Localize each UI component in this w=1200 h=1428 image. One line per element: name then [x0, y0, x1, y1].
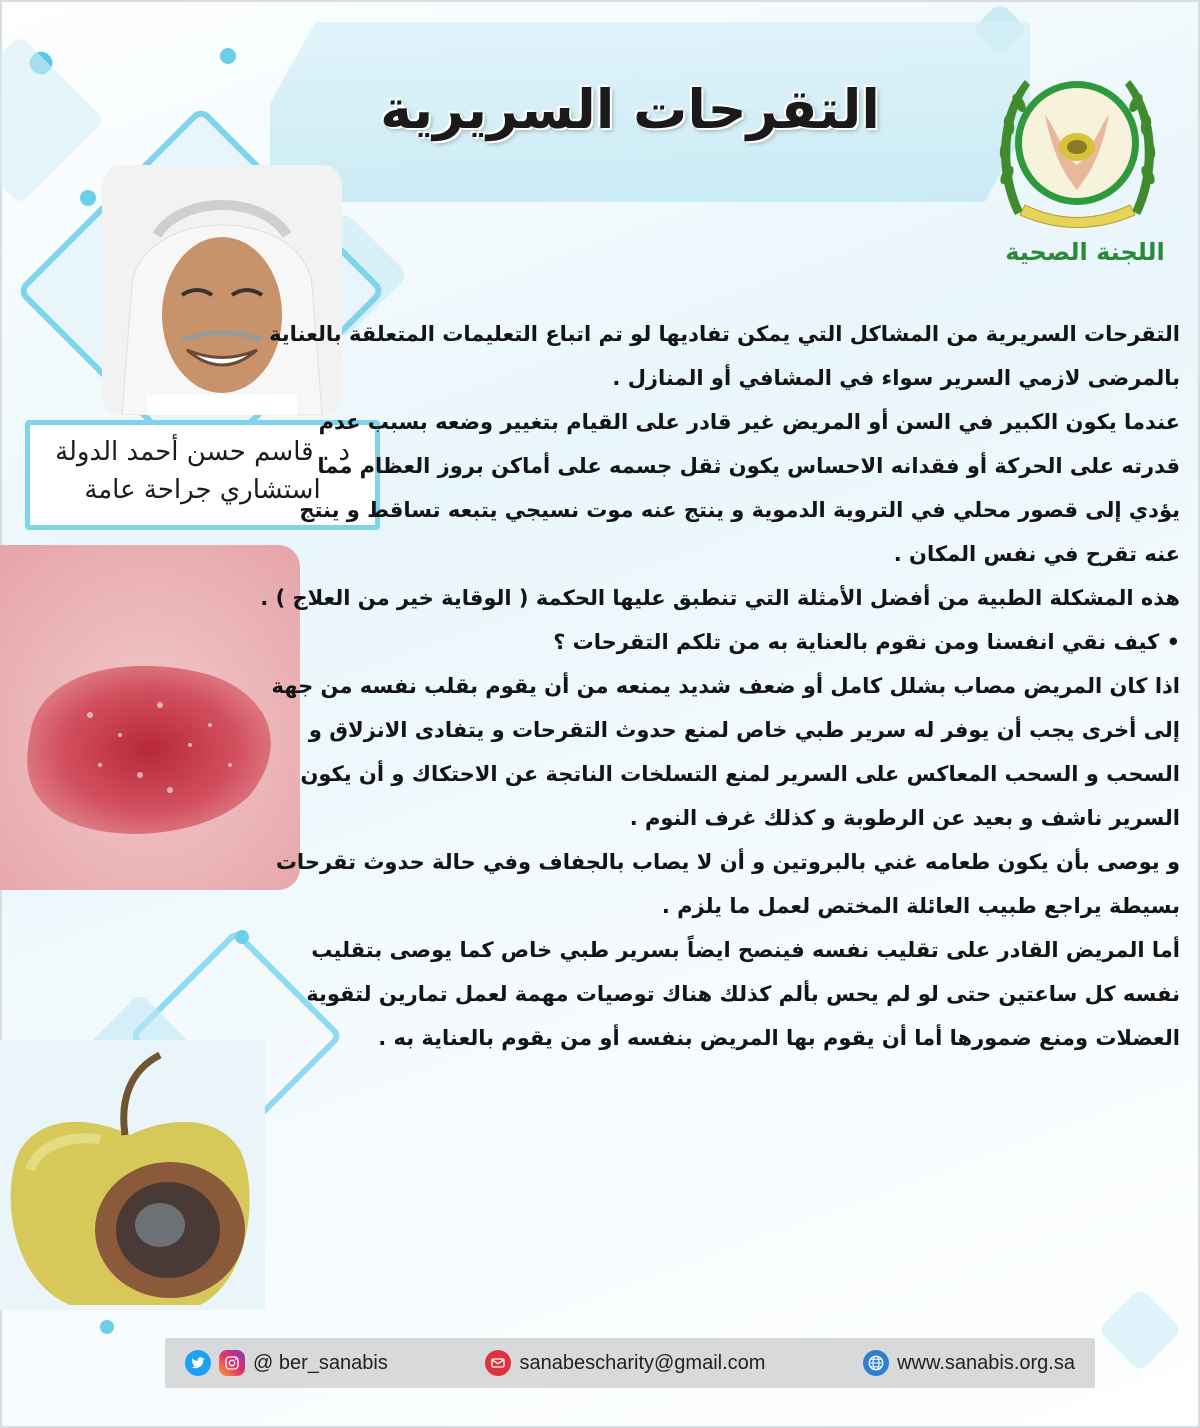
article-body: [260, 312, 1180, 1060]
paragraph-intro: التقرحات السريرية من المشاكل التي يمكن تفاديها لو تم اتباع التعليمات المتعلقة بالعناية بالمرضى لازمي السرير سواء في المشافي أو المنازل .: [269, 322, 1180, 390]
author-name: د . قاسم حسن أحمد الدولة: [55, 437, 350, 467]
page-title: التقرحات السريرية: [380, 78, 880, 141]
paragraph-prevention: هذه المشكلة الطبية من أفضل الأمثلة التي تنطبق عليها الحكمة ( الوقاية خير من العلاج ) .: [260, 586, 1180, 610]
wound-photo: [0, 545, 300, 890]
globe-icon: [863, 1350, 889, 1376]
social-handle: @ ber_sanabis: [253, 1351, 388, 1374]
committee-name: اللجنة الصحية: [1005, 238, 1165, 266]
charity-logo: [985, 55, 1170, 240]
paragraph-nutrition: و يوصى بأن يكون طعامه غني بالبروتين و أن لا يصاب بالجفاف وفي حالة حدوث تقرحات بسيطة يراجع طبيب العائلة المختص لعمل ما يلزم .: [275, 850, 1180, 918]
website-url: www.sanabis.org.sa: [897, 1351, 1075, 1374]
paragraph-cause: عندما يكون الكبير في السن أو المريض غير قادر على القيام بتغيير وضعه بسبب عدم قدرته على الحركة أو فقدانه الاحساس يكون ثقل جسمه على أماكن بروز العظام مما يؤدي إلى قصور محلي في التروية الدموية و ينتج عنه موت نسيجي يتبعه تساقط و ينتج عنه تقرح في نفس المكان .: [299, 410, 1180, 566]
email-address: sanabescharity@gmail.com: [519, 1351, 766, 1374]
paragraph-paralysis: اذا كان المريض مصاب بشلل كامل أو ضعف شديد يمنعه من أن يقوم بقلب نفسه من جهة إلى أخرى يجب أن يوفر له سرير طبي خاص لمنع حدوث التقرحات و يتفادى الانزلاق و السحب و السحب المعاكس على السرير لمنع التسلخات الناتجة عن الاحتكاك و أن يكون السرير ناشف و بعيد عن الرطوبة و كذلك غرف النوم .: [271, 674, 1180, 830]
email-icon: [485, 1350, 511, 1376]
paragraph-mobile-patient: أما المريض القادر على تقليب نفسه فينصح ايضاً بسرير طبي خاص كما يوصى بتقليب نفسه كل ساعتين حتى لو لم يحس بألم كذلك هناك توصيات مهمة لعمل تمارين لتقوية العضلات ومنع ضمورها أما أن يقوم بها المريض بنفسه أو من يقوم بالعناية به .: [306, 938, 1180, 1050]
website-contact[interactable]: [863, 1350, 1075, 1376]
author-title: استشاري جراحة عامة: [84, 475, 321, 505]
instagram-icon: [219, 1350, 245, 1376]
contact-footer: [165, 1338, 1095, 1388]
social-contact[interactable]: [185, 1350, 388, 1376]
email-contact[interactable]: [485, 1350, 765, 1376]
paragraph-question: • كيف نقي انفسنا ومن نقوم بالعناية به من تلكم التقرحات ؟: [553, 630, 1180, 654]
apple-photo: [0, 1040, 265, 1310]
twitter-icon: [185, 1350, 211, 1376]
